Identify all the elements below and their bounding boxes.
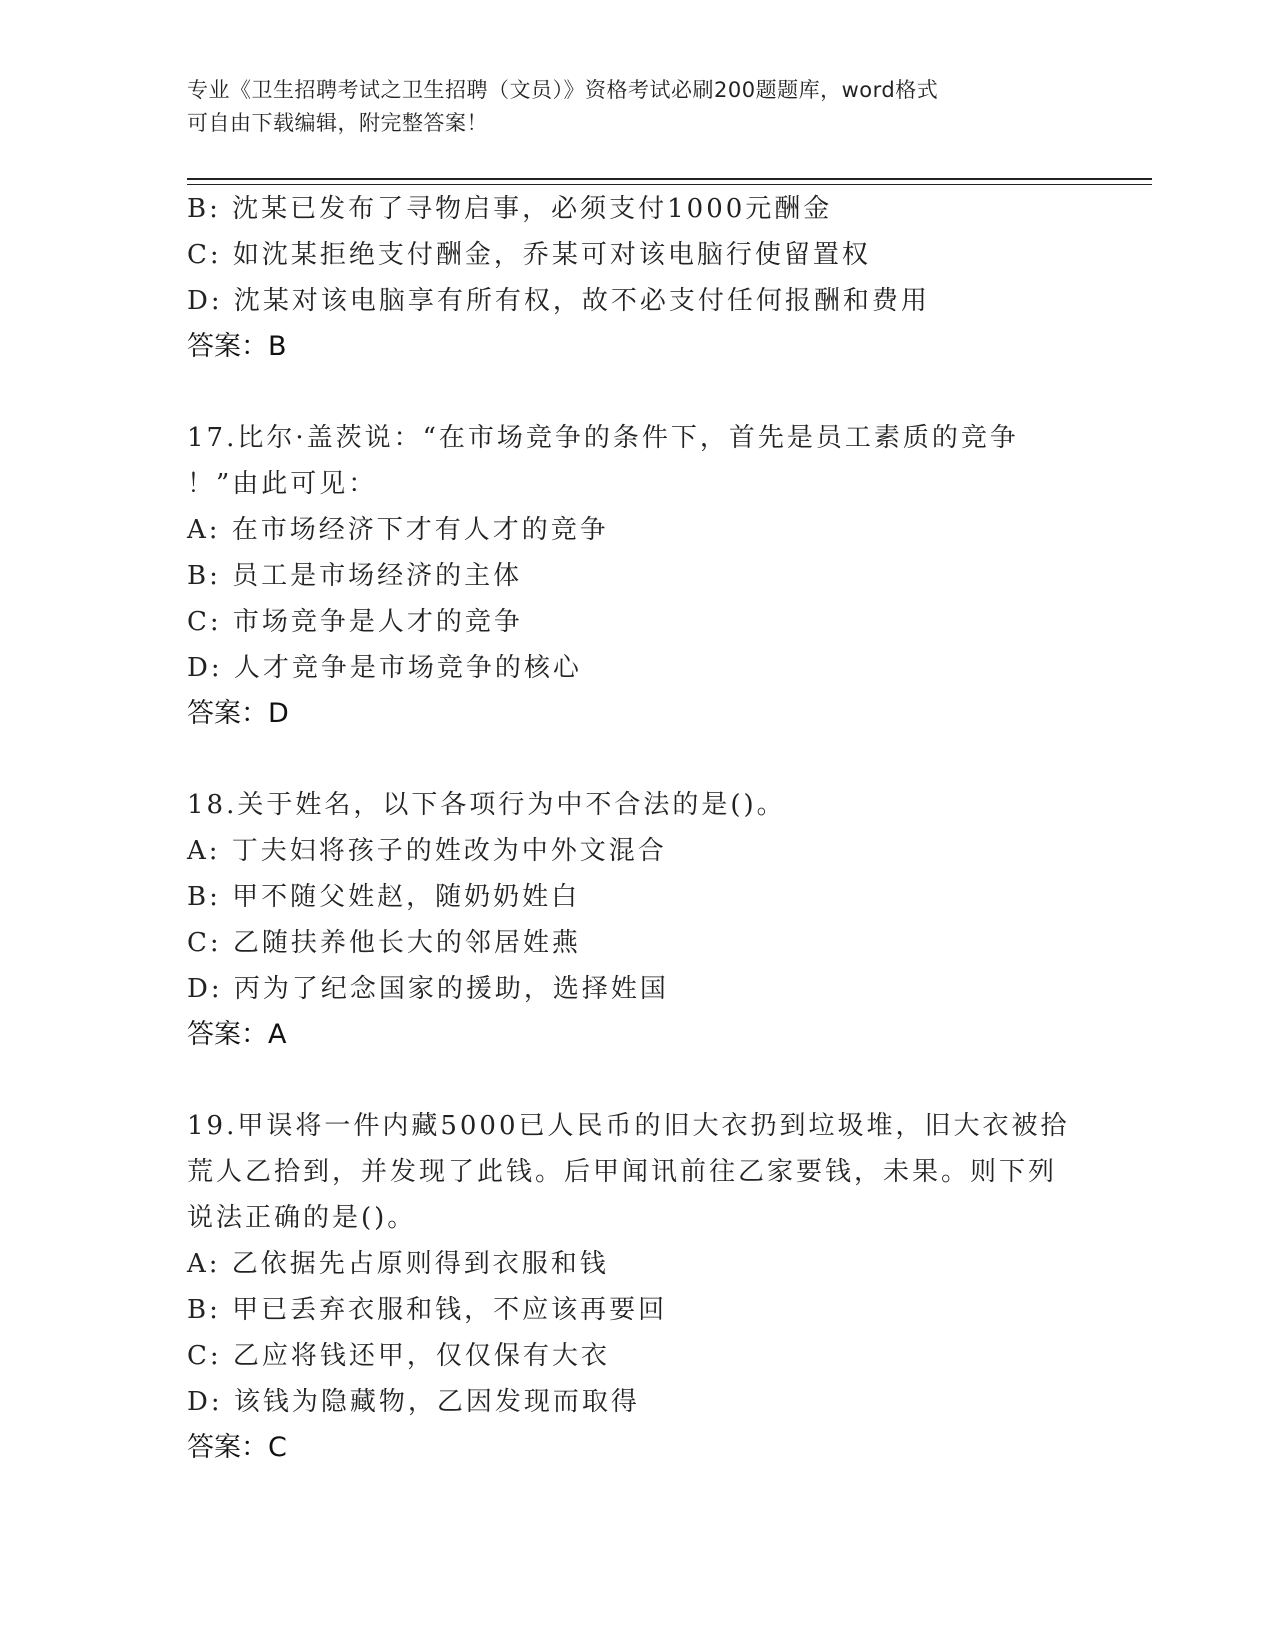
question-stem-line: ！”由此可见： bbox=[187, 469, 378, 499]
question-stem-line: 19.甲误将一件内藏5000已人民币的旧大衣扔到垃圾堆，旧大衣被拾 bbox=[187, 1111, 1070, 1141]
option-b: B: 员工是市场经济的主体 bbox=[187, 561, 523, 591]
option-d: D: 该钱为隐藏物，乙因发现而取得 bbox=[187, 1387, 640, 1417]
header-divider-thin bbox=[187, 184, 1152, 185]
option-c: C: 乙应将钱还甲，仅仅保有大衣 bbox=[187, 1341, 610, 1371]
document-header bbox=[187, 74, 1067, 140]
option-a: A: 丁夫妇将孩子的姓改为中外文混合 bbox=[187, 836, 667, 866]
option-c: C: 如沈某拒绝支付酬金，乔某可对该电脑行使留置权 bbox=[187, 240, 871, 270]
question-16-continued bbox=[187, 186, 1087, 370]
question-18 bbox=[187, 782, 1087, 1058]
answer-label: 答案：A bbox=[187, 1019, 287, 1050]
header-divider-thick bbox=[187, 178, 1152, 180]
question-17 bbox=[187, 415, 1087, 737]
question-stem-line: 说法正确的是()。 bbox=[187, 1203, 417, 1233]
option-a: A: 在市场经济下才有人才的竞争 bbox=[187, 515, 609, 545]
answer-label: 答案：B bbox=[187, 331, 287, 362]
question-19 bbox=[187, 1103, 1087, 1471]
option-b: B: 甲已丢弃衣服和钱，不应该再要回 bbox=[187, 1295, 668, 1325]
spacer bbox=[187, 370, 1087, 415]
answer-label: 答案：D bbox=[187, 698, 289, 729]
question-stem-line: 荒人乙拾到，并发现了此钱。后甲闻讯前往乙家要钱，未果。则下列 bbox=[187, 1157, 1058, 1187]
option-d: D: 沈某对该电脑享有所有权，故不必支付任何报酬和费用 bbox=[187, 286, 930, 316]
question-stem-line: 17.比尔·盖茨说：“在市场竞争的条件下，首先是员工素质的竞争 bbox=[187, 423, 1019, 453]
option-d: D: 丙为了纪念国家的援助，选择姓国 bbox=[187, 974, 669, 1004]
answer-label: 答案：C bbox=[187, 1432, 287, 1463]
option-b: B: 甲不随父姓赵，随奶奶姓白 bbox=[187, 882, 581, 912]
option-d: D: 人才竞争是市场竞争的核心 bbox=[187, 653, 582, 683]
option-a: A: 乙依据先占原则得到衣服和钱 bbox=[187, 1249, 609, 1279]
header-line-2: 可自由下载编辑，附完整答案！ bbox=[187, 111, 488, 135]
option-c: C: 乙随扶养他长大的邻居姓燕 bbox=[187, 928, 581, 958]
spacer bbox=[187, 1058, 1087, 1103]
question-stem-line: 18.关于姓名，以下各项行为中不合法的是()。 bbox=[187, 790, 786, 820]
spacer bbox=[187, 737, 1087, 782]
question-content bbox=[187, 186, 1087, 1471]
header-line-1: 专业《卫生招聘考试之卫生招聘（文员）》资格考试必刷200题题库，word格式 bbox=[187, 78, 939, 102]
option-c: C: 市场竞争是人才的竞争 bbox=[187, 607, 523, 637]
option-b: B: 沈某已发布了寻物启事，必须支付1000元酬金 bbox=[187, 194, 833, 224]
